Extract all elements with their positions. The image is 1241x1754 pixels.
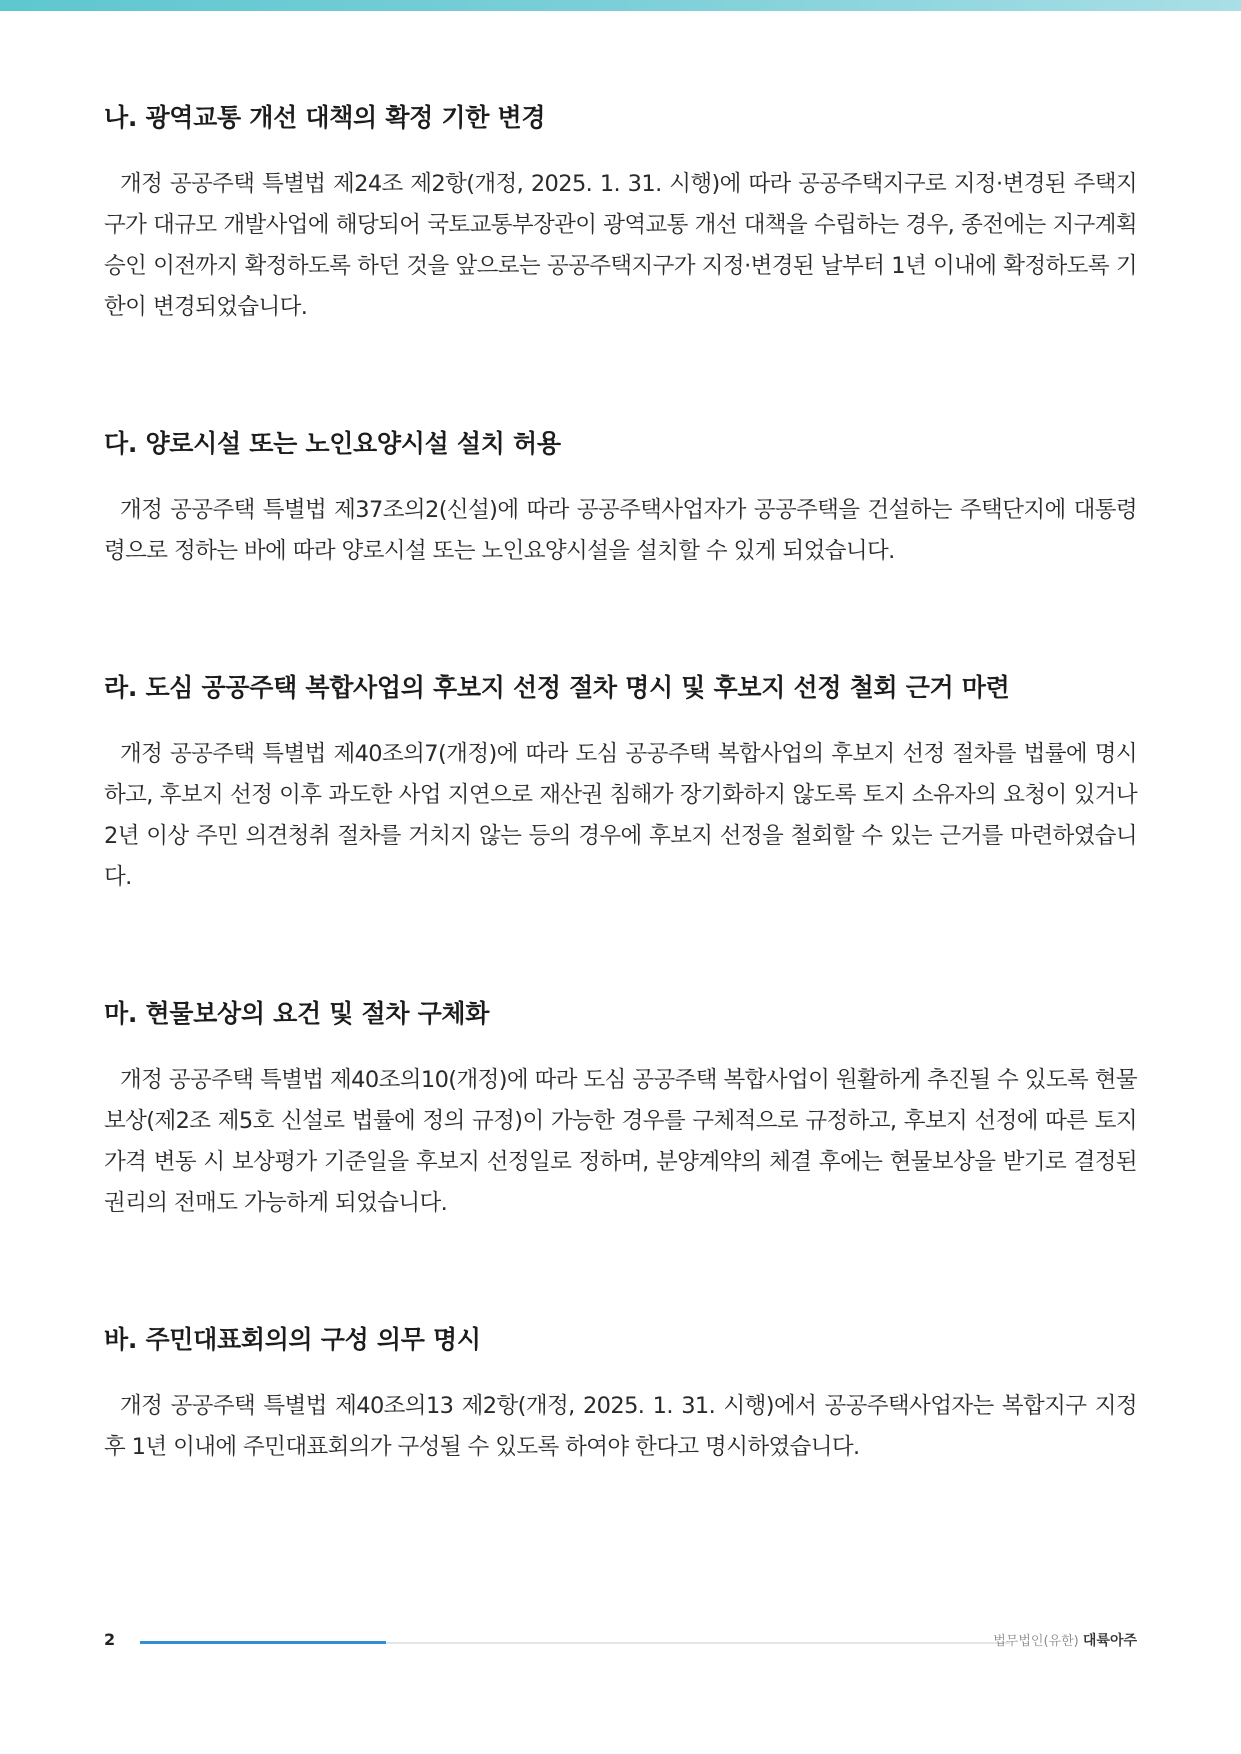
section-paragraph: 개정 공공주택 특별법 제40조의13 제2항(개정, 2025. 1. 31. 시행)에서 공공주택사업자는 복합지구 지정 후 1년 이내에 주민대표회의가 구성될 수 있도록 하여야 한다고 명시하였습니다. — [104, 1393, 1137, 1460]
section-da — [104, 426, 1137, 670]
section-paragraph: 개정 공공주택 특별법 제37조의2(신설)에 따라 공공주택사업자가 공공주택을 건설하는 주택단지에 대통령령으로 정하는 바에 따라 양로시설 또는 노인요양시설을 설치할 수 있게 되었습니다. — [104, 497, 1137, 564]
section-heading: 바. 주민대표회의의 구성 의무 명시 — [104, 1325, 481, 1354]
section-ba — [104, 1322, 1137, 1468]
firm-prefix: 법무법인(유한) — [993, 1634, 1079, 1649]
footer-divider-accent — [140, 1641, 386, 1644]
section-heading: 나. 광역교통 개선 대책의 확정 기한 변경 — [104, 103, 546, 132]
page-footer — [104, 1628, 1137, 1658]
firm-brand: 대륙아주 — [1082, 1633, 1137, 1649]
section-heading: 마. 현물보상의 요건 및 절차 구체화 — [104, 999, 490, 1028]
section-ra — [104, 670, 1137, 996]
section-heading: 라. 도심 공공주택 복합사업의 후보지 선정 절차 명시 및 후보지 선정 철회 근거 마련 — [104, 673, 1010, 702]
document-body — [104, 100, 1137, 1468]
top-accent-bar — [0, 0, 1241, 11]
section-ma — [104, 996, 1137, 1322]
firm-name — [993, 1630, 1137, 1650]
section-heading: 다. 양로시설 또는 노인요양시설 설치 허용 — [104, 429, 561, 458]
section-paragraph: 개정 공공주택 특별법 제40조의10(개정)에 따라 도심 공공주택 복합사업이 원활하게 추진될 수 있도록 현물보상(제2조 제5호 신설로 법률에 정의 규정)이 가능한 경우를 구체적으로 규정하고, 후보지 선정에 따른 토지가격 변동 시 보상평가 기준일을 후보지 선정일로 정하며, 분양계약의 체결 후에는 현물보상을 받기로 결정된 권리의 전매도 가능하게 되었습니다. — [104, 1067, 1137, 1216]
section-na — [104, 100, 1137, 426]
section-paragraph: 개정 공공주택 특별법 제40조의7(개정)에 따라 도심 공공주택 복합사업의 후보지 선정 절차를 법률에 명시하고, 후보지 선정 이후 과도한 사업 지연으로 재산권 침해가 장기화하지 않도록 토지 소유자의 요청이 있거나 2년 이상 주민 의견청취 절차를 거치지 않는 등의 경우에 후보지 선정을 철회할 수 있는 근거를 마련하였습니다. — [104, 741, 1137, 890]
page-number: 2 — [104, 1630, 116, 1649]
section-paragraph: 개정 공공주택 특별법 제24조 제2항(개정, 2025. 1. 31. 시행)에 따라 공공주택지구로 지정·변경된 주택지구가 대규모 개발사업에 해당되어 국토교통부장관이 광역교통 개선 대책을 수립하는 경우, 종전에는 지구계획 승인 이전까지 확정하도록 하던 것을 앞으로는 공공주택지구가 지정·변경된 날부터 1년 이내에 확정하도록 기한이 변경되었습니다. — [104, 171, 1137, 320]
